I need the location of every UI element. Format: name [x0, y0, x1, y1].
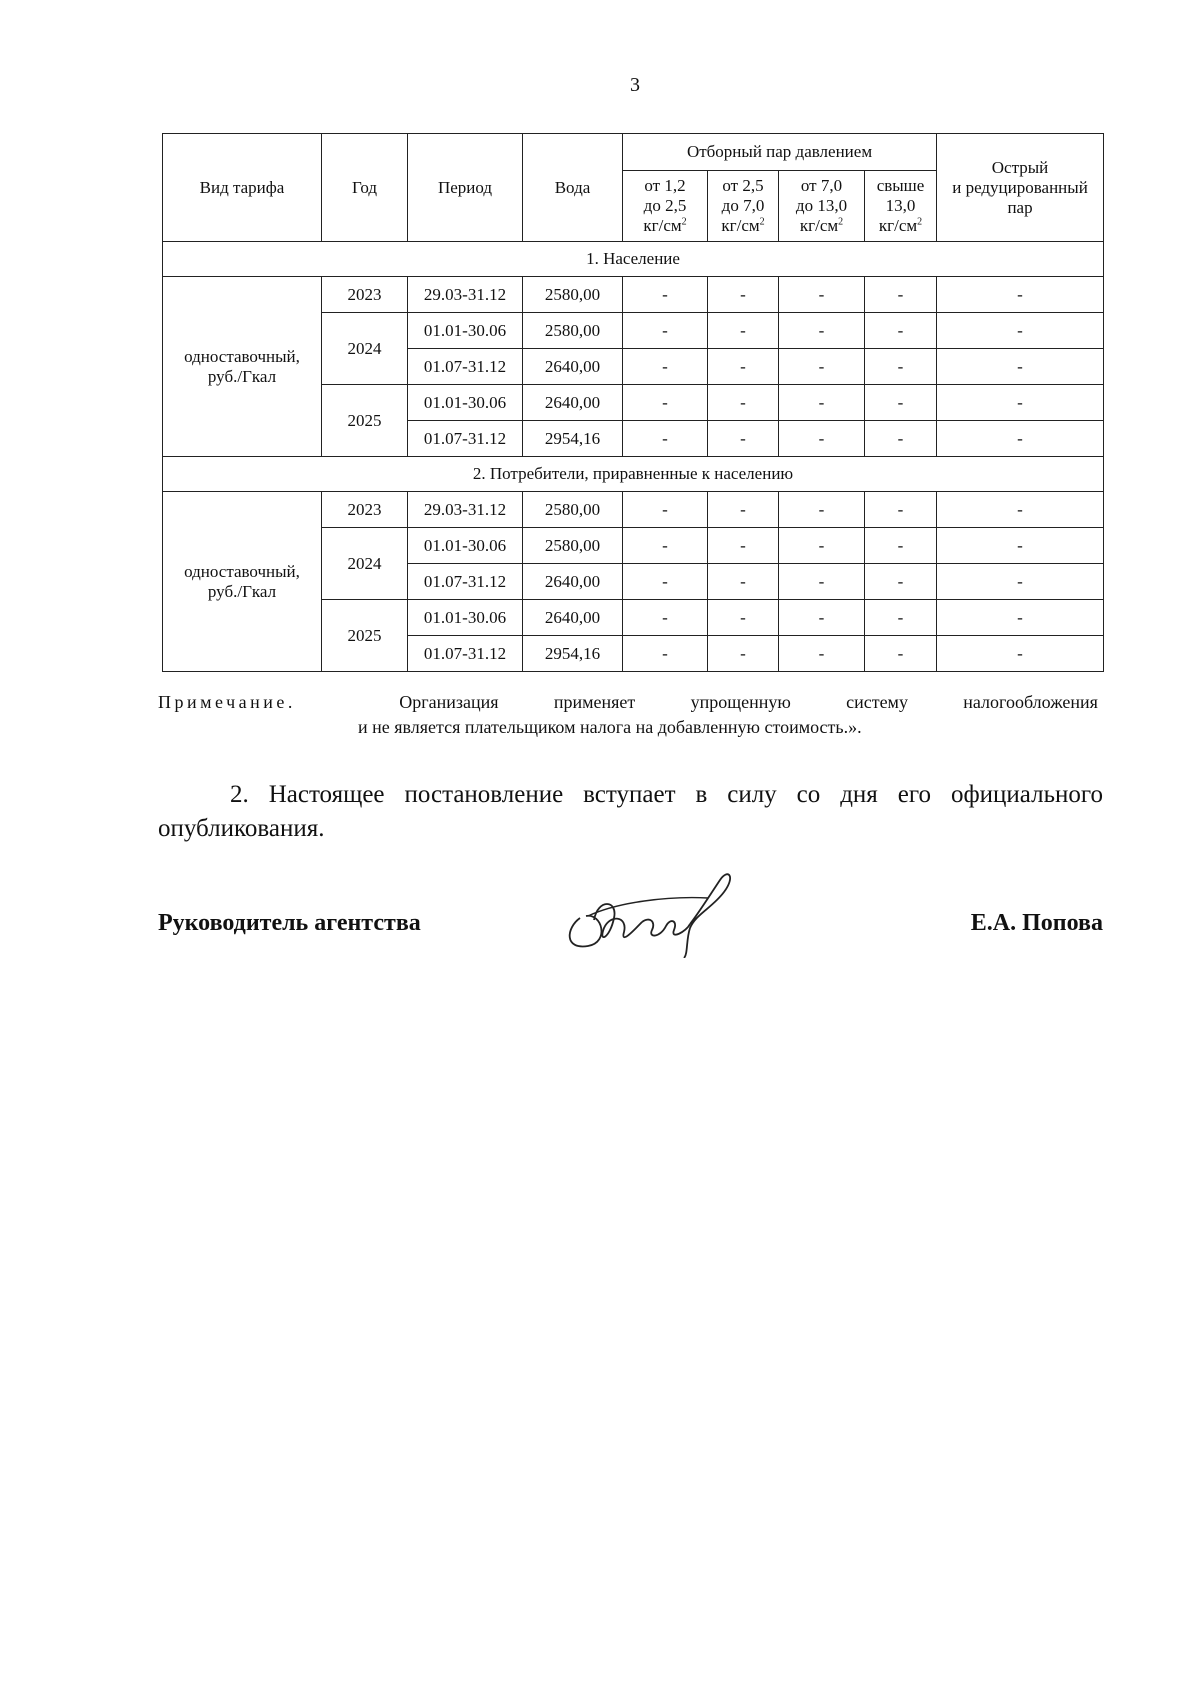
value-cell: -	[865, 492, 937, 528]
value-cell: -	[779, 385, 865, 421]
header-sharp-steam-line2: и редуцированный	[952, 177, 1088, 197]
value-cell: -	[937, 385, 1104, 421]
value-cell: -	[865, 277, 937, 313]
water-cell: 2640,00	[523, 349, 623, 385]
value-cell: -	[937, 564, 1104, 600]
section-row	[163, 457, 1104, 492]
section-title: 2. Потребители, приравненные к населению	[163, 457, 1104, 492]
note-word: Организация	[399, 692, 499, 712]
note-word: применяет	[553, 692, 636, 712]
tariff-type-line2: руб./Гкал	[207, 366, 277, 386]
value-cell: -	[937, 600, 1104, 636]
header-steam-col-unit-sup: 2	[681, 216, 687, 228]
value-cell: -	[779, 349, 865, 385]
water-cell: 2580,00	[523, 277, 623, 313]
header-steam-col-4	[865, 171, 937, 242]
water-cell: 2580,00	[523, 492, 623, 528]
header-steam-col-line2: до 7,0	[721, 196, 765, 215]
value-cell: -	[865, 636, 937, 672]
header-selected-steam: Отборный пар давлением	[623, 134, 937, 171]
value-cell: -	[865, 528, 937, 564]
value-cell: -	[623, 600, 708, 636]
water-cell: 2580,00	[523, 528, 623, 564]
period-cell: 29.03-31.12	[408, 492, 523, 528]
tariff-type-line2: руб./Гкал	[207, 581, 277, 601]
water-cell: 2954,16	[523, 636, 623, 672]
value-cell: -	[865, 313, 937, 349]
water-cell: 2954,16	[523, 421, 623, 457]
period-cell: 01.07-31.12	[408, 564, 523, 600]
signatory-title: Руководитель агентства	[158, 910, 421, 936]
handwritten-signature	[558, 858, 738, 958]
value-cell: -	[708, 600, 779, 636]
header-sharp-steam	[937, 134, 1104, 242]
value-cell: -	[779, 492, 865, 528]
header-steam-col-3	[779, 171, 865, 242]
value-cell: -	[708, 277, 779, 313]
value-cell: -	[937, 492, 1104, 528]
section-row	[163, 242, 1104, 277]
year-cell: 2025	[322, 385, 408, 457]
value-cell: -	[865, 600, 937, 636]
period-cell: 01.01-30.06	[408, 385, 523, 421]
value-cell: -	[937, 349, 1104, 385]
period-cell: 29.03-31.12	[408, 277, 523, 313]
tariff-type-line1: одноставочный,	[184, 346, 300, 366]
value-cell: -	[623, 492, 708, 528]
value-cell: -	[937, 421, 1104, 457]
resolution-paragraph	[158, 778, 1103, 846]
year-cell: 2024	[322, 313, 408, 385]
header-steam-col-line1: от 1,2	[644, 176, 686, 195]
header-steam-col-line1: от 7,0	[800, 176, 843, 195]
tariff-type-cell	[163, 492, 322, 672]
value-cell: -	[623, 421, 708, 457]
header-tariff-type: Вид тарифа	[163, 134, 322, 242]
value-cell: -	[779, 277, 865, 313]
period-cell: 01.07-31.12	[408, 349, 523, 385]
resolution-paragraph-text: 2. Настоящее постановление вступает в силу со дня его официального опубликования.	[158, 781, 1103, 842]
header-sharp-steam-line1: Острый	[991, 157, 1049, 177]
period-cell: 01.01-30.06	[408, 528, 523, 564]
header-water: Вода	[523, 134, 623, 242]
period-cell: 01.01-30.06	[408, 600, 523, 636]
table-row	[163, 492, 1104, 528]
value-cell: -	[623, 313, 708, 349]
header-steam-col-2	[708, 171, 779, 242]
note-line2: и не является плательщиком налога на добавленную стоимость.».	[358, 717, 862, 737]
value-cell: -	[708, 421, 779, 457]
value-cell: -	[708, 492, 779, 528]
value-cell: -	[708, 349, 779, 385]
header-steam-col-line2: 13,0	[885, 196, 916, 215]
value-cell: -	[623, 528, 708, 564]
header-steam-col-unit: кг/см	[643, 216, 682, 235]
year-cell: 2023	[322, 277, 408, 313]
water-cell: 2640,00	[523, 564, 623, 600]
section-title: 1. Население	[163, 242, 1104, 277]
header-sharp-steam-line3: пар	[1007, 197, 1033, 217]
value-cell: -	[779, 528, 865, 564]
header-steam-col-line2: до 2,5	[643, 196, 687, 215]
year-cell: 2023	[322, 492, 408, 528]
value-cell: -	[779, 313, 865, 349]
period-cell: 01.07-31.12	[408, 636, 523, 672]
value-cell: -	[779, 600, 865, 636]
value-cell: -	[779, 421, 865, 457]
header-steam-col-line1: свыше	[876, 176, 925, 195]
value-cell: -	[865, 564, 937, 600]
value-cell: -	[937, 636, 1104, 672]
header-steam-col-unit-sup: 2	[838, 216, 844, 228]
value-cell: -	[937, 277, 1104, 313]
tariff-table	[162, 133, 1104, 672]
value-cell: -	[623, 277, 708, 313]
value-cell: -	[708, 528, 779, 564]
header-period: Период	[408, 134, 523, 242]
value-cell: -	[865, 421, 937, 457]
value-cell: -	[865, 349, 937, 385]
header-steam-col-line1: от 2,5	[722, 176, 764, 195]
water-cell: 2580,00	[523, 313, 623, 349]
header-steam-col-unit-sup: 2	[759, 216, 765, 228]
value-cell: -	[779, 636, 865, 672]
note-word: налогообложения	[963, 692, 1098, 712]
header-steam-col-unit: кг/см	[799, 216, 839, 235]
value-cell: -	[623, 385, 708, 421]
header-year: Год	[322, 134, 408, 242]
header-steam-col-unit-sup: 2	[917, 216, 923, 228]
value-cell: -	[623, 564, 708, 600]
page-number: 3	[630, 74, 640, 96]
table-row	[163, 277, 1104, 313]
tariff-type-line1: одноставочный,	[184, 561, 300, 581]
tariff-type-cell	[163, 277, 322, 457]
value-cell: -	[623, 636, 708, 672]
header-steam-col-line2: до 13,0	[795, 196, 848, 215]
value-cell: -	[708, 385, 779, 421]
value-cell: -	[708, 636, 779, 672]
note-word: систему	[846, 692, 908, 712]
signatory-name: Е.А. Попова	[970, 910, 1103, 936]
value-cell: -	[937, 528, 1104, 564]
value-cell: -	[708, 564, 779, 600]
value-cell: -	[779, 564, 865, 600]
note-label: Примечание.	[158, 692, 296, 712]
year-cell: 2024	[322, 528, 408, 600]
year-cell: 2025	[322, 600, 408, 672]
note	[158, 690, 1098, 740]
value-cell: -	[937, 313, 1104, 349]
value-cell: -	[865, 385, 937, 421]
water-cell: 2640,00	[523, 385, 623, 421]
header-steam-col-1	[623, 171, 708, 242]
period-cell: 01.01-30.06	[408, 313, 523, 349]
water-cell: 2640,00	[523, 600, 623, 636]
note-word: упрощенную	[690, 692, 791, 712]
header-steam-col-unit: кг/см	[878, 216, 918, 235]
header-steam-col-unit: кг/см	[721, 216, 760, 235]
period-cell: 01.07-31.12	[408, 421, 523, 457]
value-cell: -	[708, 313, 779, 349]
value-cell: -	[623, 349, 708, 385]
